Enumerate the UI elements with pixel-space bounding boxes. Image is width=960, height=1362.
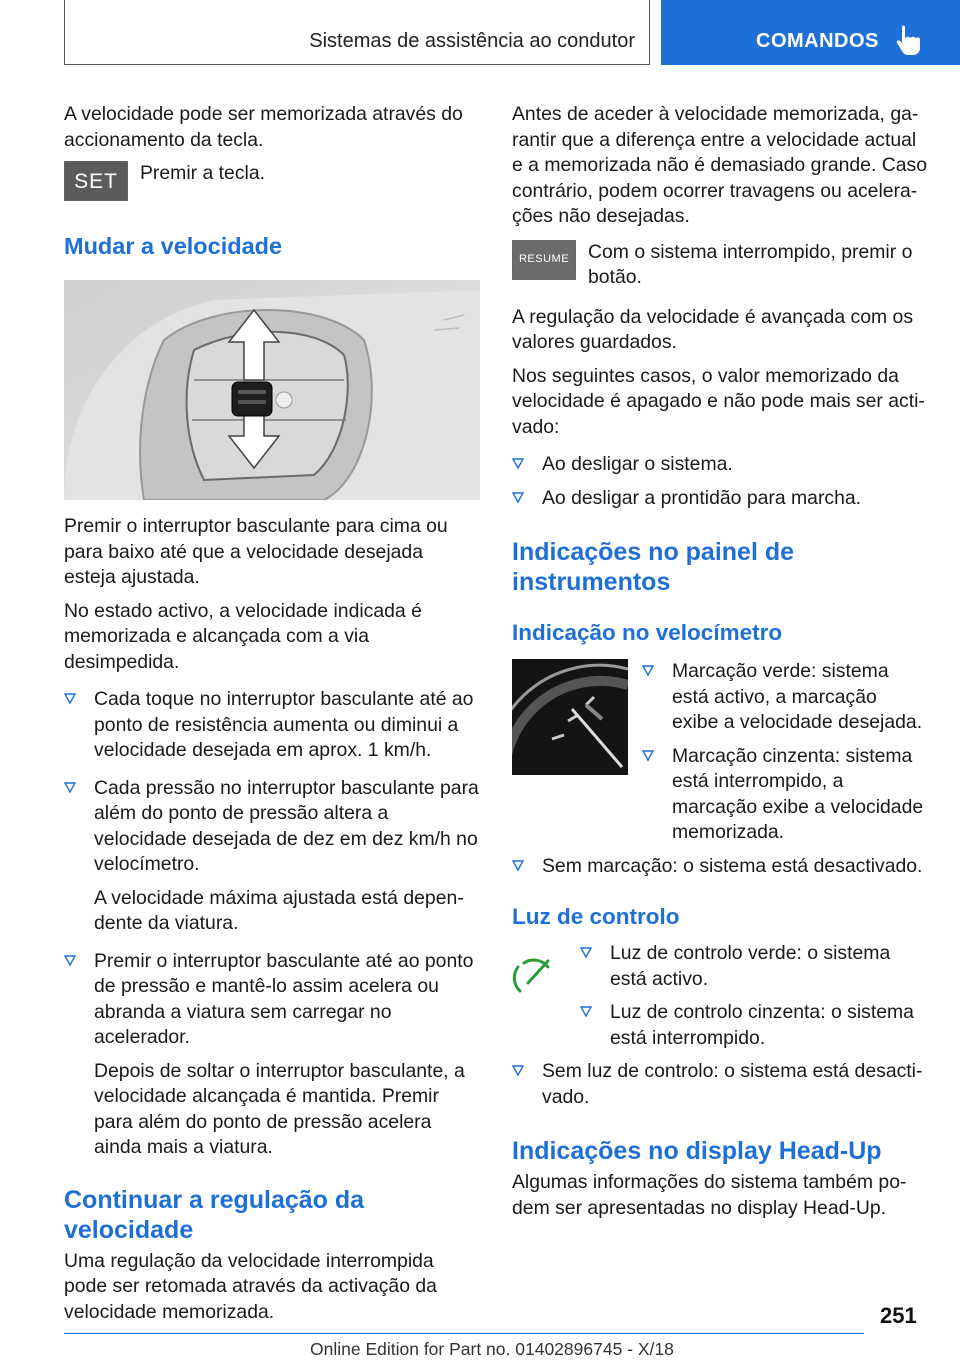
- bullet-text: Ao desligar a prontidão para marcha.: [542, 486, 862, 509]
- luz-icon-wrap: [512, 941, 572, 1051]
- list-item: [64, 949, 480, 1161]
- list-item: [512, 1059, 928, 1110]
- list-item: [64, 687, 480, 764]
- bullet-text: Cada toque no interruptor basculante até ao ponto de resistência aumenta ou diminui a velocidade desejada em aprox. 1 km/h.: [94, 688, 474, 761]
- bullet-text: Sem luz de controlo: o sistema está desactivado.: [542, 1060, 923, 1108]
- bullet-subtext: Depois de soltar o interruptor basculante, a velocidade alcançada é mantida. Premir para além do ponto de pressão acelera ainda mais a viatura.: [94, 1059, 465, 1158]
- triangle-bullet-icon: [512, 860, 524, 872]
- list-item: [64, 776, 480, 937]
- triangle-bullet-icon: [642, 750, 654, 762]
- para-continuar: Uma regulação da velocidade interrompida pode ser retomada através da activação da velocidade memorizada.: [64, 1249, 437, 1323]
- triangle-bullet-icon: [580, 1006, 592, 1018]
- bullet-subtext: A velocidade máxima ajustada está dependente da viatura.: [94, 886, 464, 934]
- list-item: [580, 1000, 928, 1051]
- steering-wheel-buttons-image: [64, 280, 480, 500]
- heading-mudar-velocidade: Mudar a velocidade: [64, 233, 283, 259]
- bullet-list-velocimetro-after: [512, 854, 928, 880]
- bullet-list-mudar: [64, 687, 480, 1161]
- right-column: [512, 102, 928, 1221]
- heading-luz-controlo: Luz de controlo: [512, 904, 680, 929]
- triangle-bullet-icon: [64, 955, 76, 967]
- header-title-box: [64, 0, 650, 65]
- hand-pointer-icon: [894, 24, 924, 56]
- para-seguintes-casos: Nos seguintes casos, o valor memorizado da velocidade é apagado e não pode mais ser activado:: [512, 364, 925, 438]
- set-key-text: Premir a tecla.: [140, 162, 265, 184]
- page-number: 251: [880, 1303, 917, 1328]
- bullet-text: Cada pressão no interruptor basculante para além do ponto de pressão altera a velocidade desejada de dez em dez km/h no velocímetro.: [94, 776, 479, 875]
- bullet-list-casos: [512, 452, 928, 511]
- chapter-tab[interactable]: [661, 0, 960, 65]
- resume-key-label: RESUME: [518, 252, 570, 265]
- set-key-label: SET: [74, 170, 118, 193]
- list-item: [512, 452, 928, 478]
- triangle-bullet-icon: [642, 665, 654, 677]
- resume-key-icon: [512, 240, 576, 280]
- para-head-up: Algumas informações do sistema também podem ser apresentadas no display Head-Up.: [512, 1171, 907, 1219]
- list-item: [512, 854, 928, 880]
- bullet-list-luz: [580, 941, 928, 1051]
- cruise-control-indicator-icon: [512, 955, 556, 995]
- bullet-text: Sem marcação: o sistema está desactivado.: [542, 854, 923, 877]
- bullet-text: Marcação verde: sistema está activo, a marcação exibe a velocidade desejada.: [672, 660, 923, 733]
- para-premir-interruptor: Premir o interruptor basculante para cima ou para baixo até que a velocidade desejada esteja ajustada.: [64, 515, 448, 588]
- bullet-text: Premir o interruptor basculante até ao ponto de pressão e mantê-lo assim acelera ou abranda a viatura sem carregar no acelerador.: [94, 949, 474, 1048]
- bullet-list-velocimetro: [642, 659, 928, 846]
- luz-block: [512, 941, 928, 1051]
- heading-indicacao-velocimetro: Indicação no velocímetro: [512, 620, 783, 645]
- resume-key-text: Com o sistema interrompido, premir o botão.: [588, 240, 913, 288]
- triangle-bullet-icon: [512, 458, 524, 470]
- heading-indicacoes-painel: Indicações no painel de instrumentos: [512, 538, 795, 596]
- triangle-bullet-icon: [512, 492, 524, 504]
- list-item: [642, 659, 928, 736]
- list-item: [642, 744, 928, 846]
- footer-edition: Online Edition for Part no. 01402896745 - X/18: [310, 1339, 674, 1359]
- resume-key-row: [512, 240, 928, 291]
- para-estado-activo: No estado activo, a velocidade indicada é memorizada e alcançada com a via desimpedida.: [64, 599, 422, 673]
- para-antes-aceder: Antes de aceder à velocidade memorizada, garantir que a diferença entre a velocidade actual e a memorizada não é demasiado grande. Caso contrário, podem ocorrer travagens ou acelerações não desejadas.: [512, 103, 927, 227]
- bullet-text: Marcação cinzenta: sistema está interrompido, a marcação exibe a velocidade memorizada.: [672, 744, 924, 843]
- intro-text: A velocidade pode ser memorizada através do accionamento da tecla.: [64, 103, 463, 151]
- set-key-row: [64, 161, 480, 201]
- list-item: [512, 486, 928, 512]
- footer-rule: [64, 1333, 864, 1334]
- left-column: [64, 102, 480, 1325]
- bullet-text: Luz de controlo cinzenta: o sistema está interrompido.: [610, 1001, 914, 1049]
- heading-head-up: Indicações no display Head-Up: [512, 1137, 882, 1165]
- triangle-bullet-icon: [512, 1065, 524, 1077]
- bullet-text: Luz de controlo verde: o sistema está activo.: [610, 942, 891, 990]
- bullet-text: Ao desligar o sistema.: [542, 453, 733, 475]
- steering-wheel-illustration: [64, 280, 480, 500]
- velocimetro-block: [512, 659, 928, 846]
- triangle-bullet-icon: [580, 947, 592, 959]
- section-title: Sistemas de assistência ao condutor: [309, 30, 635, 52]
- set-key-icon: [64, 161, 128, 201]
- triangle-bullet-icon: [64, 693, 76, 705]
- chapter-tab-label: COMANDOS: [756, 30, 879, 52]
- list-item: [580, 941, 928, 992]
- bullet-list-luz-after: [512, 1059, 928, 1110]
- heading-continuar-regulacao: Continuar a regulação da velocidade: [64, 1185, 365, 1244]
- triangle-bullet-icon: [64, 782, 76, 794]
- speedometer-image: [512, 659, 628, 775]
- para-regulacao-avancada: A regulação da velocidade é avançada com os valores guardados.: [512, 305, 914, 353]
